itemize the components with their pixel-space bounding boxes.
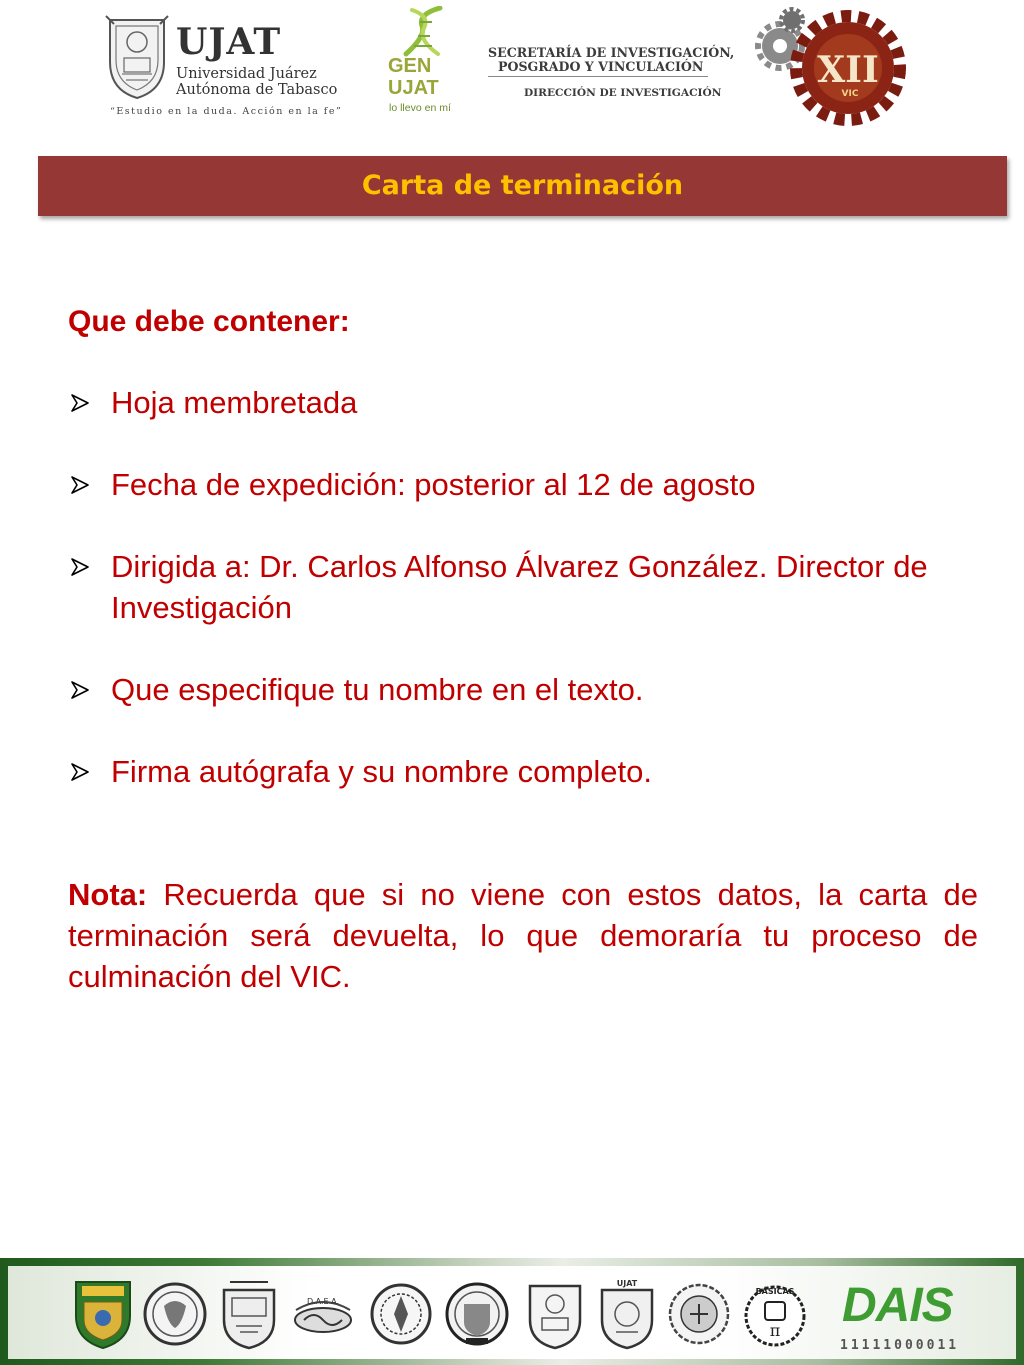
- requirements-heading: Que debe contener:: [68, 305, 350, 338]
- note-text: Recuerda que si no viene con estos datos, la carta de terminación será devuelta, lo que demoraría tu proceso de culminación del VIC.: [68, 877, 978, 994]
- list-item-text: Que especifique tu nombre en el texto.: [111, 672, 644, 707]
- note-paragraph: [68, 874, 978, 997]
- secretaria-logo: [488, 42, 735, 104]
- daca-crest-icon: [216, 1276, 282, 1352]
- gen-ujat-label: UJAT: [388, 77, 439, 99]
- basicas-crest-icon: [742, 1276, 808, 1352]
- list-item: [68, 546, 978, 628]
- ujat-crest-icon-footer: [522, 1276, 588, 1352]
- ujat-line-2: Autónoma de Tabasco: [176, 82, 338, 98]
- list-item-text: Dirigida a: Dr. Carlos Alfonso Álvarez González. Director de Investigación: [111, 549, 928, 625]
- svg-text:BÁSICAS: BÁSICAS: [755, 1287, 795, 1296]
- ujat-line-1: Universidad Juárez: [176, 66, 317, 82]
- ujat-crest-icon: [104, 12, 170, 100]
- daie-crest-icon: [666, 1276, 732, 1352]
- dacsyh-crest-icon: [594, 1276, 660, 1352]
- gen-tagline: lo llevo en mí: [389, 102, 451, 114]
- note-label: Nota:: [68, 877, 148, 912]
- small-gear-icon-2: [781, 9, 803, 31]
- secretaria-line-1: SECRETARÍA DE INVESTIGACIÓN,: [488, 45, 735, 60]
- list-item-text: Firma autógrafa y su nombre completo.: [111, 754, 653, 789]
- list-item: [68, 382, 978, 423]
- small-gear-icon: [758, 24, 802, 68]
- dais-logo: [830, 1278, 970, 1358]
- secretaria-line-2: POSGRADO Y VINCULACIÓN: [498, 59, 704, 74]
- list-item-text: Fecha de expedición: posterior al 12 de agosto: [111, 467, 756, 502]
- arrow-bullet-icon: [70, 763, 90, 781]
- vic-label: VIC: [841, 89, 859, 99]
- xii-vic-badge: [750, 4, 910, 132]
- footer-logo-strip: [8, 1266, 1016, 1359]
- footer-banner: [0, 1258, 1024, 1365]
- gen-ujat-logo: [384, 6, 464, 118]
- direccion-line: DIRECCIÓN DE INVESTIGACIÓN: [524, 87, 722, 99]
- dacs-crest-icon: [142, 1276, 208, 1352]
- gen-label: GEN: [388, 55, 432, 77]
- page-title: Carta de terminación: [361, 170, 684, 201]
- list-item: [68, 464, 978, 505]
- header-logos: [0, 0, 1024, 140]
- arrow-bullet-icon: [70, 681, 90, 699]
- list-item: [68, 751, 978, 792]
- arrow-bullet-icon: [70, 394, 90, 412]
- xii-label: XII: [817, 49, 879, 91]
- requirements-list: [68, 382, 978, 833]
- dacb-crest-icon: [70, 1276, 136, 1352]
- dait-crest-icon: [444, 1276, 510, 1352]
- svg-text:UJAT: UJAT: [616, 1279, 638, 1288]
- ujat-logo: [104, 10, 354, 120]
- dacea-crest-icon: [368, 1276, 434, 1352]
- dna-helix-icon: [392, 6, 456, 58]
- list-item: [68, 669, 978, 710]
- list-item-text: Hoja membretada: [111, 385, 358, 420]
- dais-label: DAIS: [842, 1279, 953, 1332]
- daea-crest-icon: [290, 1276, 356, 1352]
- arrow-bullet-icon: [70, 558, 90, 576]
- svg-text:π: π: [769, 1321, 781, 1340]
- dais-binary: 11111000011: [840, 1338, 960, 1353]
- secretaria-divider: [488, 76, 708, 77]
- title-bar: [38, 156, 1007, 216]
- ujat-motto: “Estudio en la duda. Acción en la fe”: [110, 106, 343, 117]
- svg-text:D.A.E.A.: D.A.E.A.: [306, 1297, 340, 1306]
- ujat-name: UJAT: [176, 21, 282, 63]
- arrow-bullet-icon: [70, 476, 90, 494]
